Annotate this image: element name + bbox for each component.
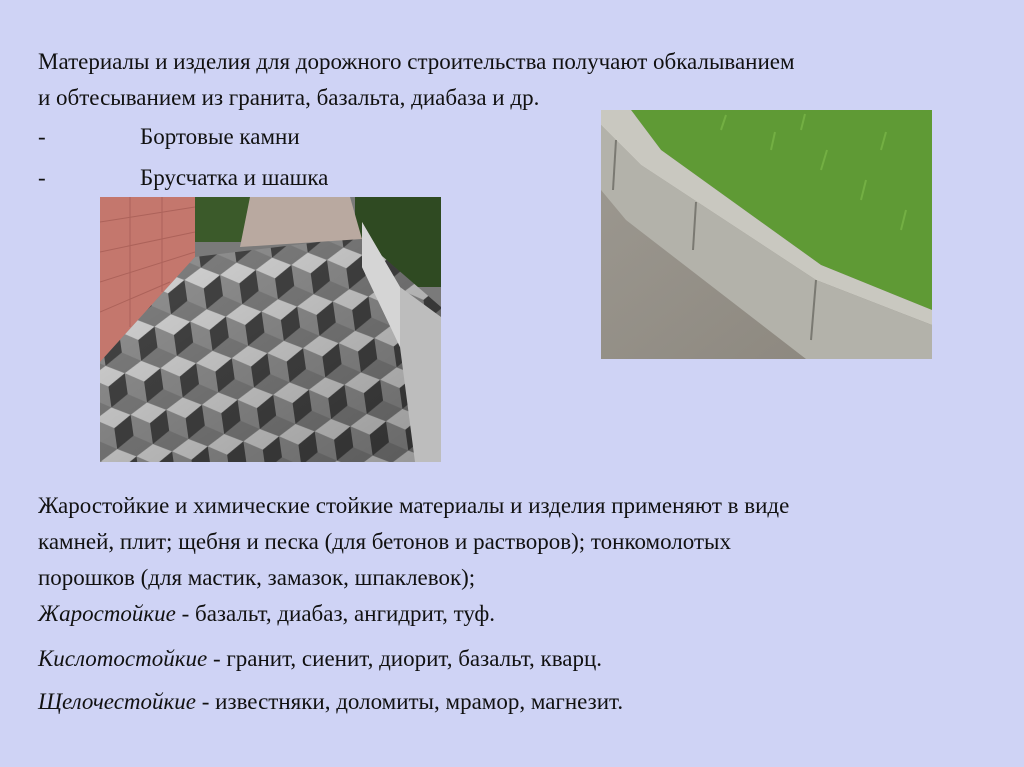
property-acid-resistant — [38, 641, 602, 677]
intro-line-1: Материалы и изделия для дорожного строительства получают обкалыванием — [38, 49, 795, 74]
property-term: Кислотостойкие — [38, 646, 208, 671]
materials-line-2: камней, плит; щебня и песка (для бетонов и растворов); тонкомолотых — [38, 529, 731, 554]
bullet-text: Бортовые камни — [140, 124, 300, 149]
property-term: Щелочестойкие — [38, 689, 197, 714]
property-list: - базальт, диабаз, ангидрит, туф. — [175, 601, 495, 626]
bullet-marker: - — [38, 165, 46, 190]
property-list: - известняки, доломиты, мрамор, магнезит. — [196, 689, 624, 714]
paving-stones-photo — [100, 197, 441, 462]
property-heat-resistant — [38, 596, 495, 632]
bullet-marker: - — [38, 124, 46, 149]
intro-line-2: и обтесыванием из гранита, базальта, диабаза и др. — [38, 85, 540, 110]
bullet-text: Брусчатка и шашка — [140, 165, 329, 190]
bullet-item-paving-stones — [38, 160, 328, 196]
materials-line-1: Жаростойкие и химические стойкие материалы и изделия применяют в виде — [38, 493, 790, 518]
curbstones-photo — [601, 110, 932, 359]
materials-line-3: порошков (для мастик, замазок, шпаклевок); — [38, 565, 476, 590]
intro-paragraph — [38, 44, 795, 116]
property-term: Жаростойкие — [38, 601, 176, 626]
materials-paragraph — [38, 488, 789, 596]
property-alkali-resistant — [38, 684, 623, 720]
bullet-item-curbstones — [38, 119, 300, 155]
property-list: - гранит, сиенит, диорит, базальт, кварц. — [207, 646, 603, 671]
